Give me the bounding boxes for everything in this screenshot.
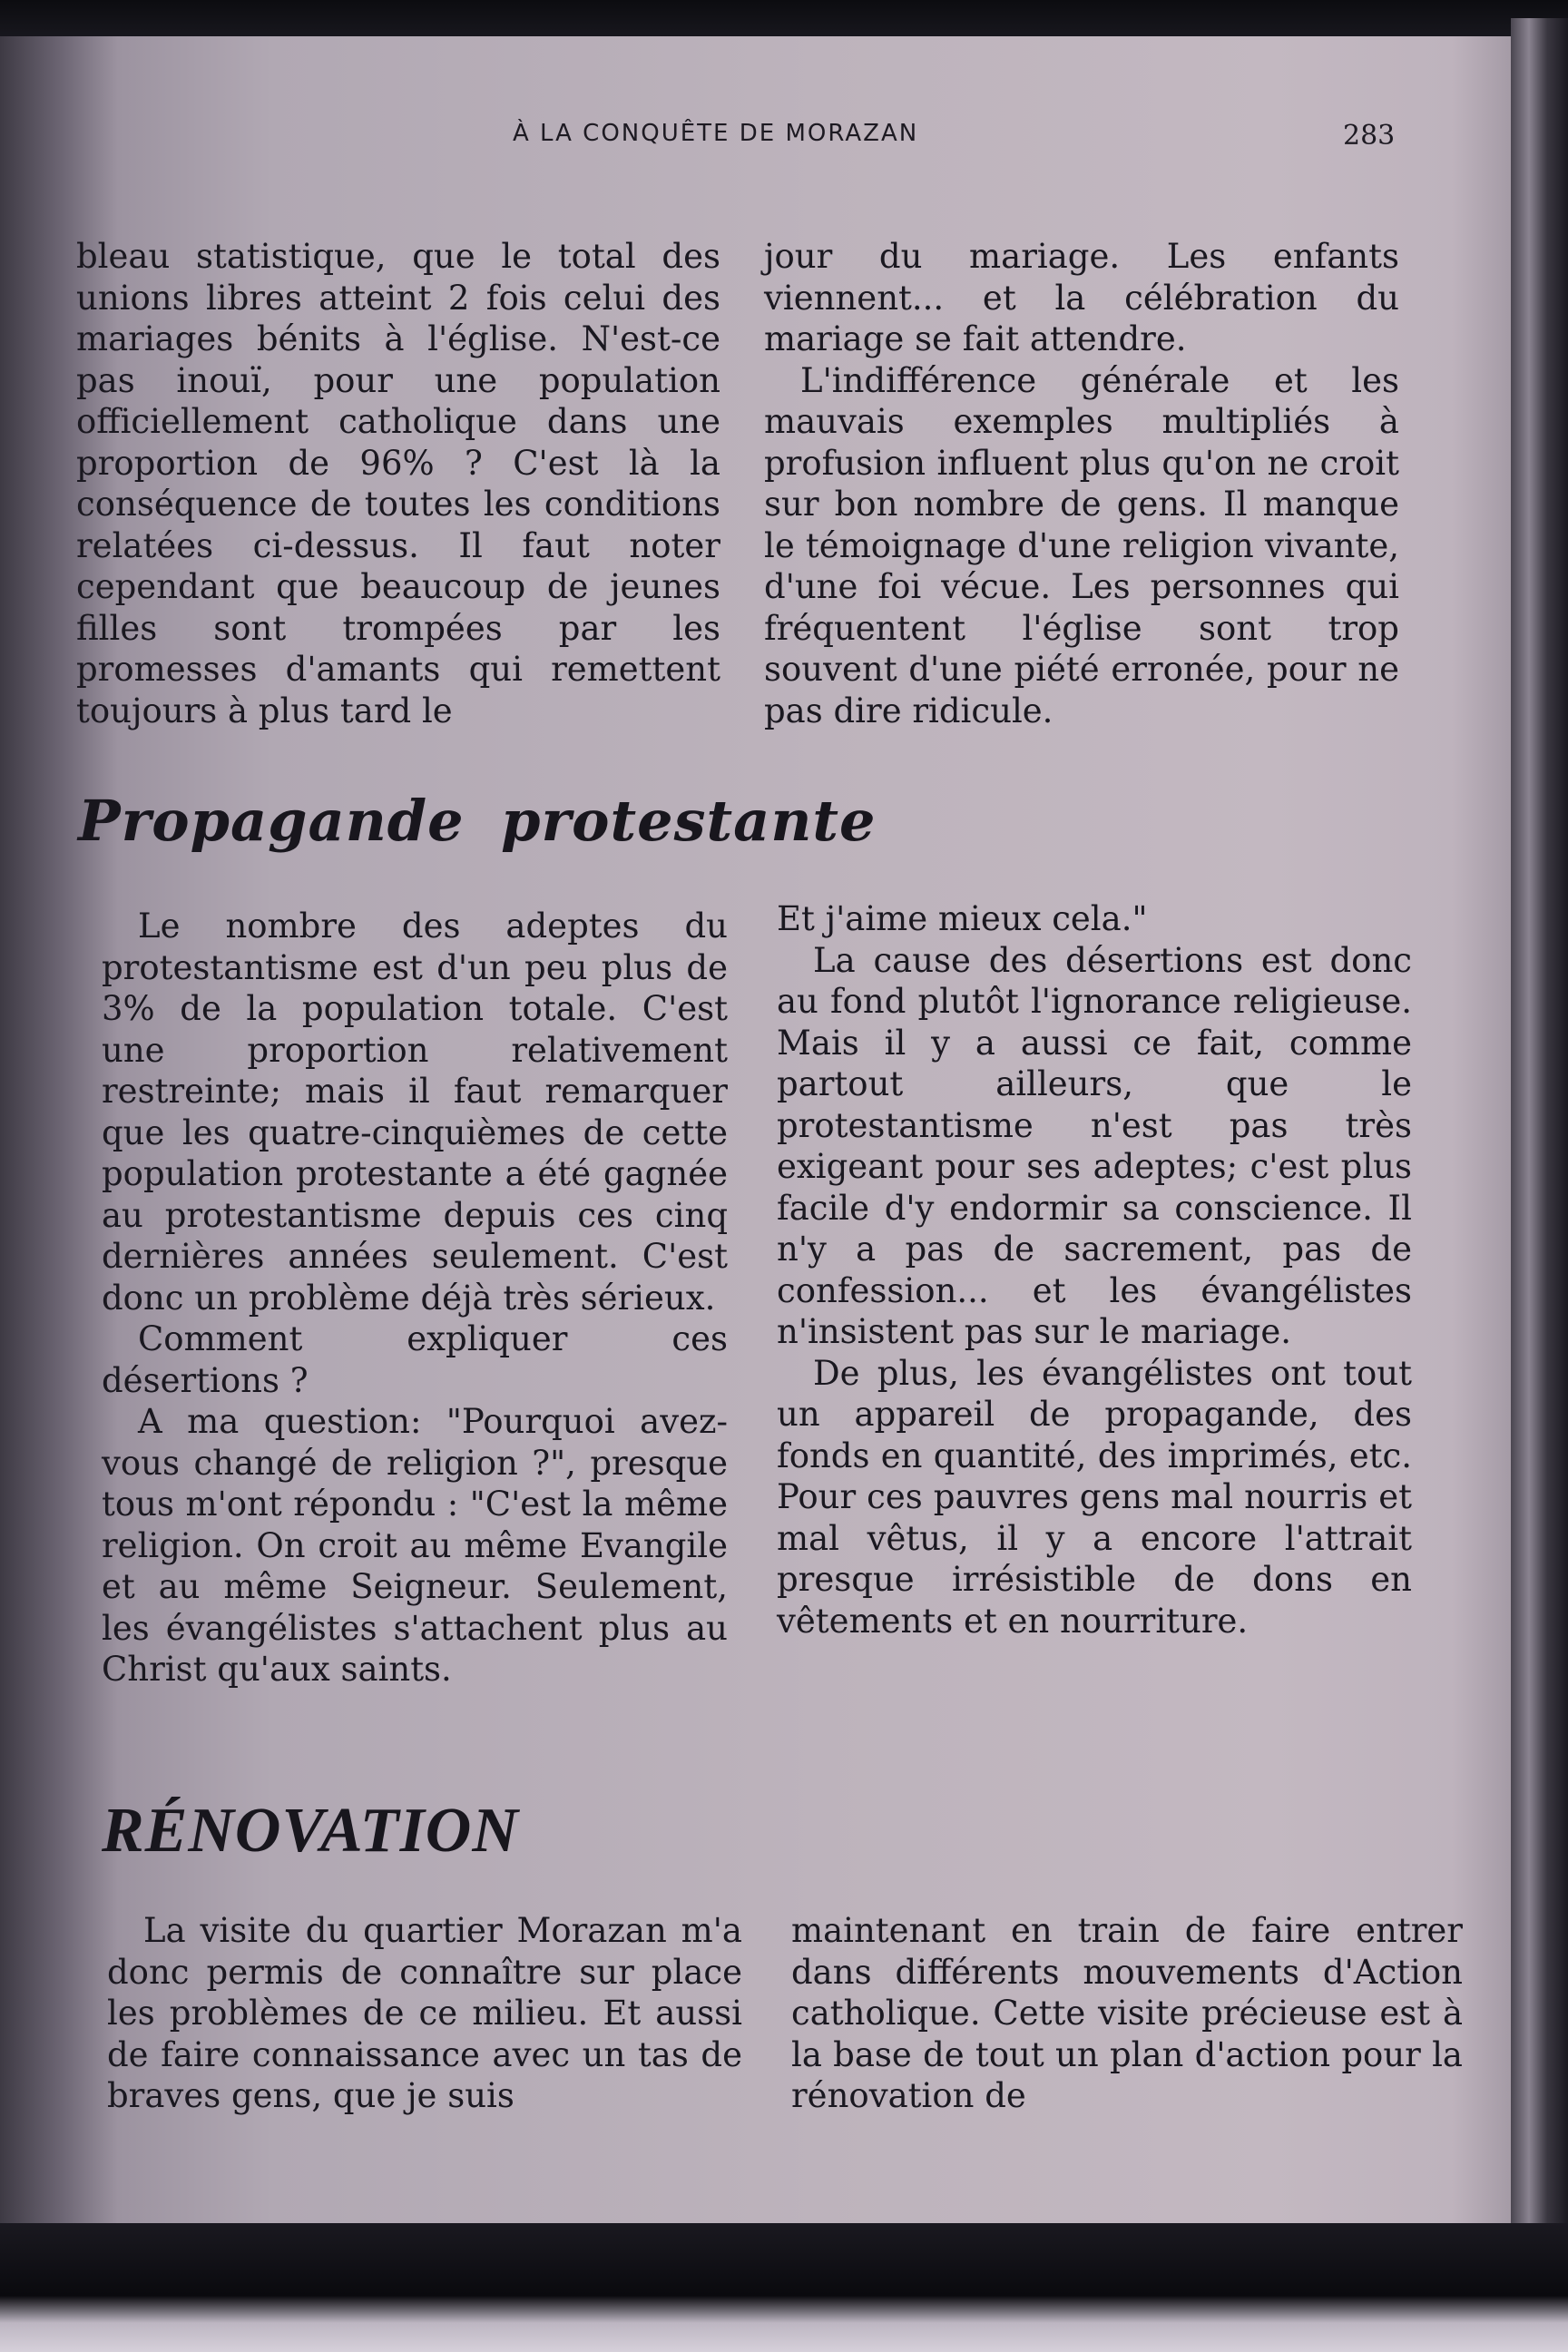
running-title: À LA CONQUÊTE DE MORAZAN bbox=[513, 120, 919, 147]
section-heading-propagande: Propagande protestante bbox=[78, 788, 877, 854]
book-page bbox=[0, 36, 1511, 2223]
section-heading-renovation: RÉNOVATION bbox=[102, 1796, 519, 1866]
bottom-background bbox=[0, 2223, 1568, 2352]
paragraph: jour du mariage. Les enfants viennent... et la célébration du mariage se fait attendre. bbox=[764, 237, 1399, 358]
paragraph: bleau statistique, que le total des unions libres atteint 2 fois celui des mariages bénits à l'église. N'est-ce pas inouï, pour une population officiellement catholique dans une proportion de 96% ? C'est là la conséquence de toutes les conditions relatées ci-dessus. Il faut noter cependant que beaucoup de jeunes filles sont trompées par les promesses d'amants qui remettent toujours à plus tard le bbox=[76, 237, 720, 730]
paragraph: La visite du quartier Morazan m'a donc permis de connaître sur place les problèmes de ce milieu. Et aussi de faire connaissance avec un tas de braves gens, que je suis bbox=[107, 1911, 742, 2115]
section2-left-column bbox=[102, 906, 728, 1690]
page-edge bbox=[1511, 18, 1568, 2241]
section3-left-column bbox=[107, 1910, 742, 2117]
page-number: 283 bbox=[1343, 120, 1396, 152]
paragraph: Et j'aime mieux cela." bbox=[777, 899, 1148, 938]
paragraph: Le nombre des adeptes du protestantisme est d'un peu plus de 3% de la population totale. C'est une proportion relativement restreinte; mais il faut remarquer que les quatre-cinquièmes de cette population protestante a été gagnée au protestantisme depuis ces cinq dernières années seulement. C'est donc un problème déjà très sérieux. bbox=[102, 906, 728, 1318]
section3-right-column bbox=[791, 1910, 1463, 2117]
section1-right-column bbox=[764, 236, 1399, 731]
section1-left-column bbox=[76, 236, 720, 731]
section2-right-column bbox=[777, 898, 1412, 1642]
paragraph: De plus, les évangélistes ont tout un appareil de propagande, des fonds en quantité, des imprimés, etc. Pour ces pauvres gens mal nourris et mal vêtus, il y a encore l'attrait presque irrésistible de dons en vêtements et en nourriture. bbox=[777, 1353, 1412, 1641]
paragraph: L'indifférence générale et les mauvais exemples multipliés à profusion influent plus qu'on ne croit sur bon nombre de gens. Il manque le témoignage d'une religion vivante, d'une foi vécue. Les personnes qui fréquentent l'église sont trop souvent d'une piété erronée, pour ne pas dire ridicule. bbox=[764, 360, 1399, 730]
paragraph: maintenant en train de faire entrer dans différents mouvements d'Action catholique. Cette visite précieuse est à la base de tout un plan d'action pour la rénovation de bbox=[791, 1911, 1463, 2115]
paragraph: Comment expliquer ces désertions ? bbox=[102, 1319, 728, 1400]
paragraph: A ma question: "Pourquoi avez-vous changé de religion ?", presque tous m'ont répondu : "C'est la même religion. On croit au même Evangile et au même Seigneur. Seulement, les évangélistes s'attachent plus au Christ qu'aux saints. bbox=[102, 1402, 728, 1689]
paragraph: La cause des désertions est donc au fond plutôt l'ignorance religieuse. Mais il y a aussi ce fait, comme partout ailleurs, que le protestantisme n'est pas très exigeant pour ses adeptes; c'est plus facile d'y endormir sa conscience. Il n'y a pas de sacrement, pas de confession... et les évangélistes n'insistent pas sur le mariage. bbox=[777, 940, 1412, 1351]
